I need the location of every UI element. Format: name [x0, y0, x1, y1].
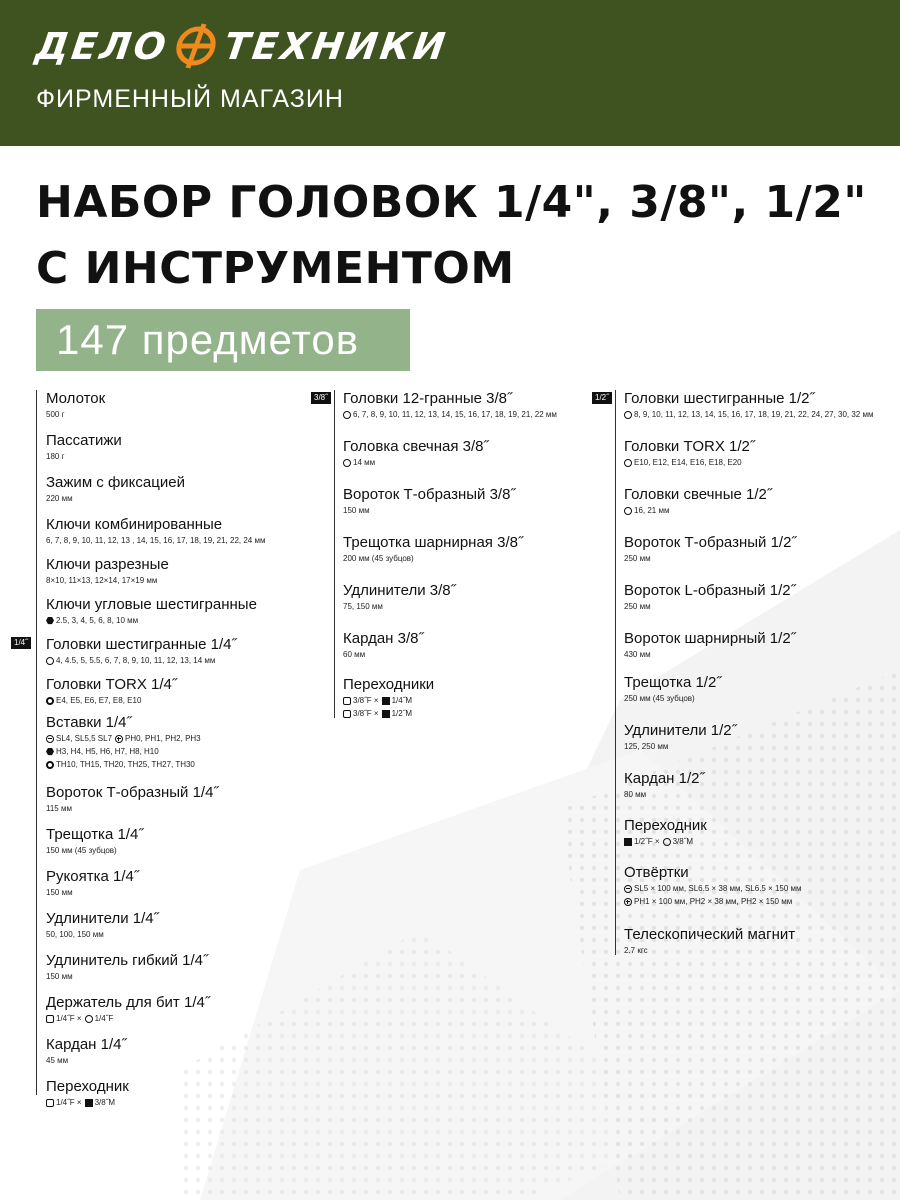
item-name: Держатель для бит 1/4˝	[46, 994, 210, 1011]
item-name: Головки TORX 1/2˝	[624, 438, 755, 455]
item-detail-text: 1/2˝F ×	[634, 837, 660, 846]
item-name: Ключи угловые шестигранные	[46, 596, 257, 613]
item-detail	[343, 552, 523, 565]
item-detail-text: 250 мм	[624, 554, 651, 563]
item-name: Переходник	[46, 1078, 129, 1095]
item-detail	[624, 895, 802, 908]
item-detail	[46, 694, 177, 707]
list-item	[624, 486, 772, 517]
item-name: Удлинители 1/4˝	[46, 910, 159, 927]
item-detail	[46, 970, 208, 983]
item-detail	[343, 707, 434, 720]
item-name: Пассатижи	[46, 432, 122, 449]
ring-sq-icon	[343, 710, 351, 718]
ring-icon	[343, 459, 351, 467]
list-item	[46, 784, 218, 815]
list-item	[624, 722, 737, 753]
list-item	[46, 714, 201, 771]
list-item	[46, 596, 257, 627]
ring-sq-icon	[343, 697, 351, 705]
item-name: Вороток шарнирный 1/2˝	[624, 630, 796, 647]
item-detail-text: 8, 9, 10, 11, 12, 13, 14, 15, 16, 17, 18, 19, 21, 22, 24, 27, 30, 32 мм	[634, 410, 874, 419]
size-marker-quarter: 1/4˝	[11, 637, 31, 649]
item-detail-text: 45 мм	[46, 1056, 69, 1065]
item-detail-text: 1/4˝F ×	[56, 1098, 82, 1107]
item-name: Головка свечная 3/8˝	[343, 438, 489, 455]
item-name: Вороток L-образный 1/2˝	[624, 582, 796, 599]
list-item	[343, 486, 515, 517]
sq-icon	[382, 710, 390, 718]
column-3-line	[615, 390, 616, 955]
item-detail-text: 60 мм	[343, 650, 366, 659]
item-detail-text: 1/4˝M	[391, 696, 413, 705]
item-detail-text: 80 мм	[624, 790, 647, 799]
item-name: Вороток Т-образный 3/8˝	[343, 486, 516, 503]
item-name: Молоток	[46, 390, 106, 407]
size-marker-half: 1/2˝	[592, 392, 612, 404]
item-detail	[46, 492, 185, 505]
list-item	[46, 868, 139, 899]
ring-icon	[663, 838, 671, 846]
item-name: Вороток Т-образный 1/4˝	[46, 784, 219, 801]
ring-icon	[624, 507, 632, 515]
list-item	[624, 630, 796, 661]
brand-name-left: ДЕЛО	[32, 24, 172, 68]
item-detail-text: 16, 21 мм	[634, 506, 670, 515]
item-detail-text: 14 мм	[353, 458, 376, 467]
item-detail-text: 220 мм	[46, 494, 73, 503]
item-detail	[343, 504, 515, 517]
item-detail-text: 75, 150 мм	[343, 602, 383, 611]
item-detail-text: 3/8˝M	[672, 837, 694, 846]
item-name: Рукоятка 1/4˝	[46, 868, 139, 885]
item-detail-text: 150 мм (45 зубцов)	[46, 846, 117, 855]
item-name: Зажим с фиксацией	[46, 474, 185, 491]
item-detail-text: 1/4˝F	[94, 1014, 114, 1023]
list-item	[46, 636, 236, 667]
item-name: Головки свечные 1/2˝	[624, 486, 772, 503]
item-detail-text: 250 мм (45 зубцов)	[624, 694, 695, 703]
hex-icon	[46, 617, 54, 625]
item-name: Переходники	[343, 676, 435, 693]
item-name: Головки TORX 1/4˝	[46, 676, 177, 693]
item-detail-text: 3/8˝F ×	[353, 696, 379, 705]
item-detail	[46, 1096, 129, 1109]
item-detail	[46, 732, 201, 745]
list-item	[46, 1036, 126, 1067]
item-detail-text: 200 мм (45 зубцов)	[343, 554, 414, 563]
item-detail	[46, 886, 139, 899]
item-detail-text: 180 г	[46, 452, 65, 461]
item-detail-text: 8×10, 11×13, 12×14, 17×19 мм	[46, 576, 158, 585]
item-detail	[624, 835, 707, 848]
list-item	[624, 438, 755, 469]
item-detail-text: 1/4˝F ×	[56, 1014, 82, 1023]
item-detail-text: E4, E5, E6, E7, E8, E10	[56, 696, 142, 705]
list-item	[624, 674, 721, 705]
item-name: Головки 12-гранные 3/8˝	[343, 390, 513, 407]
ring-icon	[624, 411, 632, 419]
list-item	[46, 826, 143, 857]
item-name: Вставки 1/4˝	[46, 714, 132, 731]
item-name: Вороток Т-образный 1/2˝	[624, 534, 797, 551]
item-count-badge: 147 предметов	[36, 309, 410, 371]
item-detail	[624, 788, 704, 801]
cross-icon	[115, 735, 123, 743]
ring-icon	[85, 1015, 93, 1023]
list-item	[46, 474, 185, 505]
list-item	[624, 534, 796, 565]
item-detail	[46, 1012, 210, 1025]
ring-icon	[624, 459, 632, 467]
item-detail	[624, 740, 737, 753]
item-detail	[624, 504, 772, 517]
item-name: Трещотка шарнирная 3/8˝	[343, 534, 523, 551]
item-detail	[46, 928, 159, 941]
item-detail	[46, 614, 257, 627]
store-subtitle: ФИРМЕННЫЙ МАГАЗИН	[36, 85, 344, 113]
list-item	[343, 630, 423, 661]
item-detail-text: 3/8˝F ×	[353, 709, 379, 718]
header-banner	[0, 0, 900, 146]
list-item	[624, 390, 873, 421]
item-name: Кардан 1/2˝	[624, 770, 705, 787]
list-item	[46, 994, 210, 1025]
ring-sq-icon	[46, 1099, 54, 1107]
item-detail-text: 125, 250 мм	[624, 742, 669, 751]
item-detail	[343, 408, 557, 421]
list-item	[46, 1078, 129, 1109]
page-title	[36, 170, 876, 302]
item-detail	[46, 534, 265, 547]
list-item	[46, 676, 177, 707]
list-item	[46, 556, 169, 587]
item-detail-text: H3, H4, H5, H6, H7, H8, H10	[56, 747, 159, 756]
item-detail-text: PH1 × 100 мм, PH2 × 38 мм, PH2 × 150 мм	[634, 897, 793, 906]
list-item	[343, 534, 523, 565]
item-detail-text: 4, 4.5, 5, 5.5, 6, 7, 8, 9, 10, 11, 12, 13, 14 мм	[56, 656, 216, 665]
list-item	[46, 910, 159, 941]
item-name: Кардан 1/4˝	[46, 1036, 127, 1053]
title-line-1: НАБОР ГОЛОВОК 1/4", 3/8", 1/2"	[36, 177, 867, 228]
item-name: Головки шестигранные 1/4˝	[46, 636, 237, 653]
sq-icon	[85, 1099, 93, 1107]
slot-icon	[46, 735, 54, 743]
item-detail-text: 50, 100, 150 мм	[46, 930, 104, 939]
item-detail	[46, 844, 143, 857]
item-detail-text: 2.5, 3, 4, 5, 6, 8, 10 мм	[56, 616, 139, 625]
size-marker-three-eighths: 3/8˝	[311, 392, 331, 404]
item-detail-text: 6, 7, 8, 9, 10, 11, 12, 13 , 14, 15, 16, 17, 18, 19, 21, 22, 24 мм	[46, 536, 266, 545]
item-detail-text: 150 мм	[46, 972, 73, 981]
item-detail-text: 115 мм	[46, 804, 72, 813]
column-1-line	[36, 390, 37, 1095]
item-detail-text: 2.7 кгс	[624, 946, 648, 955]
brand-name-right: ТЕХНИКИ	[221, 24, 451, 68]
item-detail	[46, 758, 201, 771]
list-item	[46, 432, 122, 463]
list-item	[624, 926, 795, 957]
item-detail	[46, 450, 122, 463]
item-name: Переходник	[624, 817, 707, 834]
item-detail	[624, 552, 796, 565]
list-item	[46, 952, 208, 983]
item-detail	[46, 574, 169, 587]
item-detail	[343, 694, 434, 707]
sq-icon	[624, 838, 632, 846]
item-name: Трещотка 1/4˝	[46, 826, 144, 843]
torx-icon	[46, 697, 54, 705]
item-detail-text: 500 г	[46, 410, 65, 419]
slot-icon	[624, 885, 632, 893]
item-name: Головки шестигранные 1/2˝	[624, 390, 815, 407]
item-detail-text: 430 мм	[624, 650, 651, 659]
list-item	[46, 516, 265, 547]
item-detail-text: 150 мм	[46, 888, 73, 897]
item-detail-text: PH0, PH1, PH2, PH3	[125, 734, 201, 743]
item-detail	[343, 648, 423, 661]
item-detail	[624, 600, 796, 613]
sq-icon	[382, 697, 390, 705]
hex-icon	[46, 748, 54, 756]
item-detail	[624, 882, 802, 895]
item-detail	[624, 648, 796, 661]
item-detail-text: E10, E12, E14, E16, E18, E20	[634, 458, 742, 467]
item-detail	[46, 408, 105, 421]
item-detail	[46, 654, 236, 667]
item-detail-text: 3/8˝M	[94, 1098, 116, 1107]
item-detail	[46, 745, 201, 758]
title-line-2: С ИНСТРУМЕНТОМ	[36, 243, 515, 294]
torx-icon	[46, 761, 54, 769]
item-name: Трещотка 1/2˝	[624, 674, 722, 691]
list-item	[343, 676, 434, 720]
column-2-line	[334, 390, 335, 718]
ring-icon	[46, 657, 54, 665]
item-detail	[624, 408, 873, 421]
item-name: Телескопический магнит	[624, 926, 796, 943]
list-item	[46, 390, 105, 421]
item-name: Удлинители 3/8˝	[343, 582, 456, 599]
list-item	[624, 582, 796, 613]
item-detail	[624, 944, 795, 957]
list-item	[343, 582, 456, 613]
list-item	[624, 864, 802, 908]
item-name: Удлинители 1/2˝	[624, 722, 737, 739]
item-detail-text: SL5 × 100 мм, SL6.5 × 38 мм, SL6.5 × 150 мм	[634, 884, 802, 893]
item-detail-text: 250 мм	[624, 602, 651, 611]
list-item	[624, 770, 704, 801]
item-detail-text: TH10, TH15, TH20, TH25, TH27, TH30	[56, 760, 195, 769]
list-item	[343, 390, 557, 421]
list-item	[343, 438, 489, 469]
item-detail	[343, 456, 489, 469]
item-detail-text: 1/2˝M	[391, 709, 413, 718]
item-detail-text: SL4, SL5,5 SL7	[56, 734, 113, 743]
item-detail-text: 150 мм	[343, 506, 370, 515]
ring-icon	[343, 411, 351, 419]
list-item	[624, 817, 707, 848]
item-detail	[46, 1054, 126, 1067]
item-detail	[46, 802, 218, 815]
brand-logo[interactable]	[33, 22, 451, 70]
cross-icon	[624, 898, 632, 906]
item-name: Отвёртки	[624, 864, 689, 881]
item-name: Удлинитель гибкий 1/4˝	[46, 952, 208, 969]
item-detail	[343, 600, 456, 613]
item-name: Кардан 3/8˝	[343, 630, 424, 647]
item-detail-text: 6, 7, 8, 9, 10, 11, 12, 13, 14, 15, 16, 17, 18, 19, 21, 22 мм	[353, 410, 557, 419]
item-detail	[624, 692, 721, 705]
item-detail	[624, 456, 755, 469]
item-name: Ключи разрезные	[46, 556, 169, 573]
logo-circle-icon	[169, 22, 224, 70]
ring-sq-icon	[46, 1015, 54, 1023]
item-name: Ключи комбинированные	[46, 516, 223, 533]
